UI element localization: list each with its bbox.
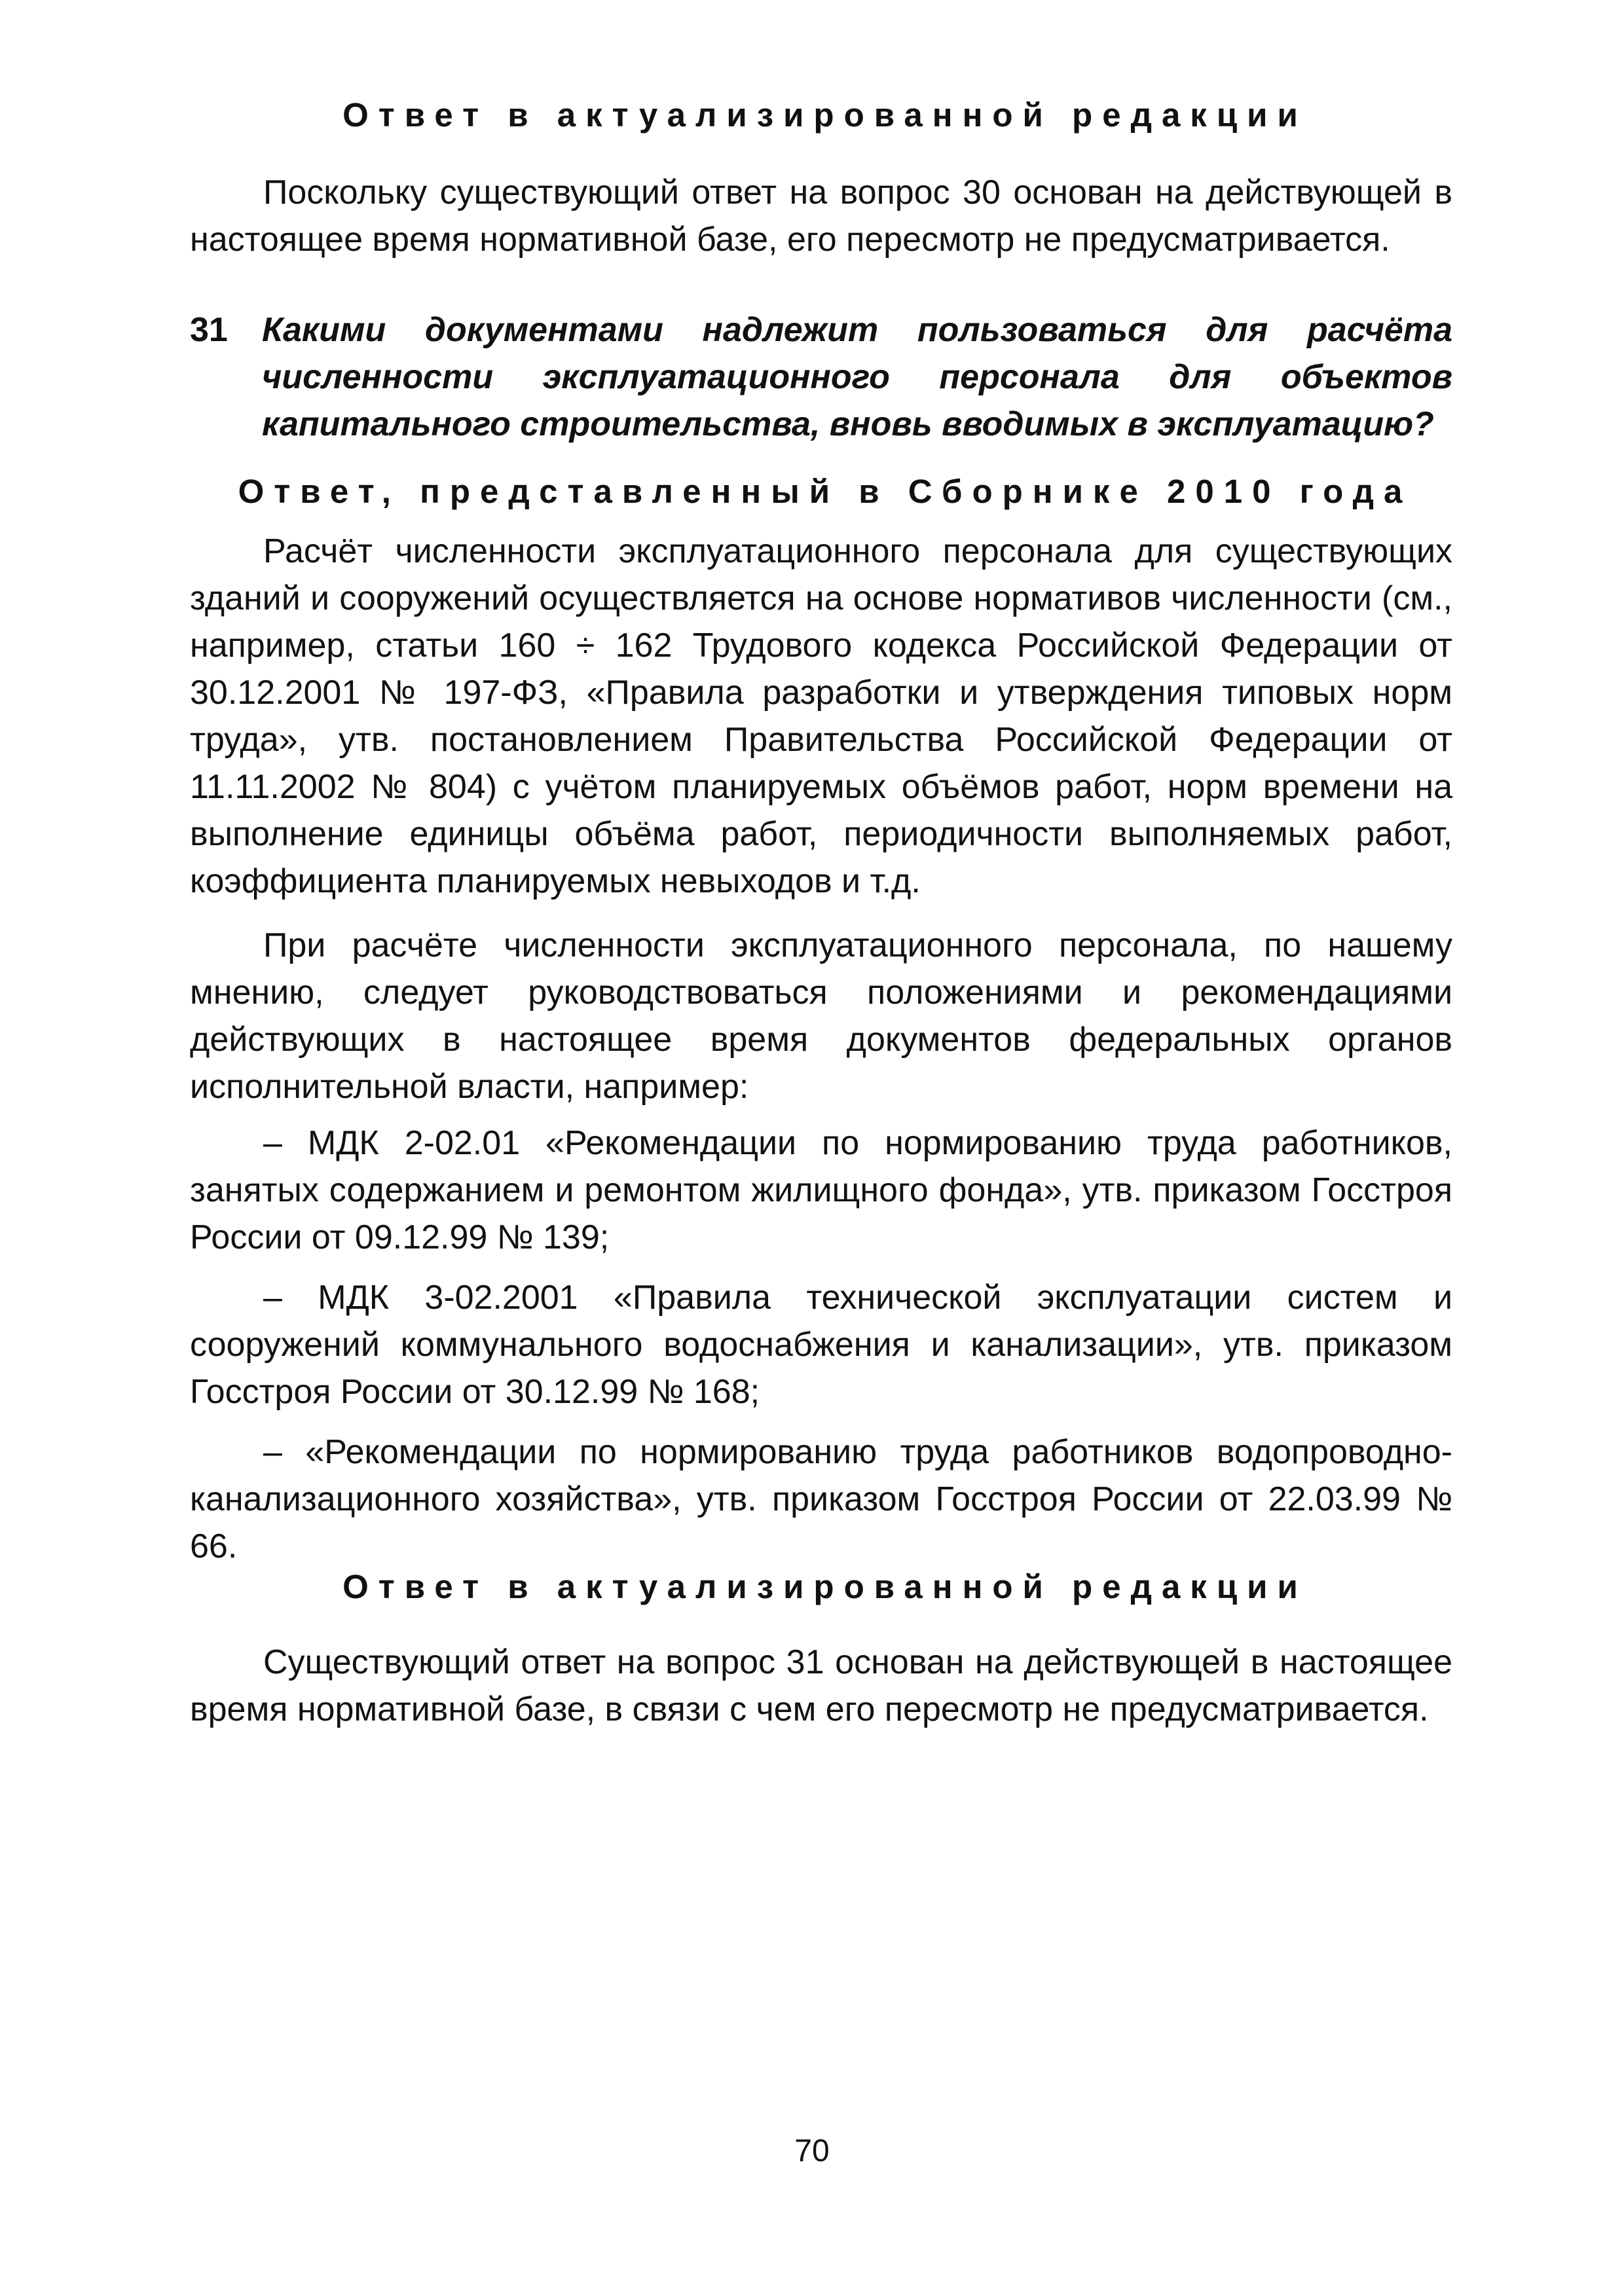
list-item-mdk-2-02-01: – МДК 2-02.01 «Рекомендации по нормированию труда работников, занятых содержанием и ремонтом жилищного фонда», утв. приказом Госстроя России от 09.12.99 № 139;	[190, 1124, 1452, 1256]
section-heading-updated-answer: Ответ в актуализированной редакции	[342, 96, 1308, 134]
question-number: 31	[190, 311, 228, 349]
section-heading-2010-answer: Ответ, представленный в Сборнике 2010 года	[238, 473, 1412, 510]
question-text: Какими документами надлежит пользоваться для расчёта численности эксплуатационного персонала для объектов капитального строительства, вновь вводимых в эксплуатацию?	[262, 311, 1452, 443]
list-item-mdk-3-02-2001: – МДК 3-02.2001 «Правила технической эксплуатации систем и сооружений коммунального водоснабжения и канализации», утв. приказом Госстроя России от 30.12.99 № 168;	[190, 1279, 1452, 1411]
list-item-water-recommendations: – «Рекомендации по нормированию труда работников водопроводно-канализационного хозяйства», утв. приказом Госстроя России от 22.03.99 № 66.	[190, 1433, 1452, 1565]
section-heading-updated-answer-31: Ответ в актуализированной редакции	[342, 1568, 1308, 1605]
paragraph-answer-31-updated: Существующий ответ на вопрос 31 основан на действующей в настоящее время нормативной базе, в связи с чем его пересмотр не предусматривается.	[190, 1643, 1452, 1728]
paragraph-calculation-basis: Расчёт численности эксплуатационного персонала для существующих зданий и сооружений осуществляется на основе нормативов численности (см., например, статьи 160 ÷ 162 Трудового кодекса Российской Федерации от 30.12.2001 № 197-ФЗ, «Правила разработки и утверждения типовых норм труда», утв. постановлением Правительства Российской Федерации от 11.11.2002 № 804) с учётом планируемых объёмов работ, норм времени на выполнение единицы объёма работ, периодичности выполняемых работ, коэффициента планируемых невыходов и т.д.	[190, 532, 1452, 900]
page-number: 70	[794, 2134, 830, 2168]
paragraph-recommendation: При расчёте численности эксплуатационного персонала, по нашему мнению, следует руководствоваться положениями и рекомендациями действующих в настоящее время документов федеральных органов исполнительной власти, например:	[190, 926, 1452, 1106]
paragraph-answer-30-updated: Поскольку существующий ответ на вопрос 30 основан на действующей в настоящее время нормативной базе, его пересмотр не предусматривается.	[190, 173, 1452, 259]
